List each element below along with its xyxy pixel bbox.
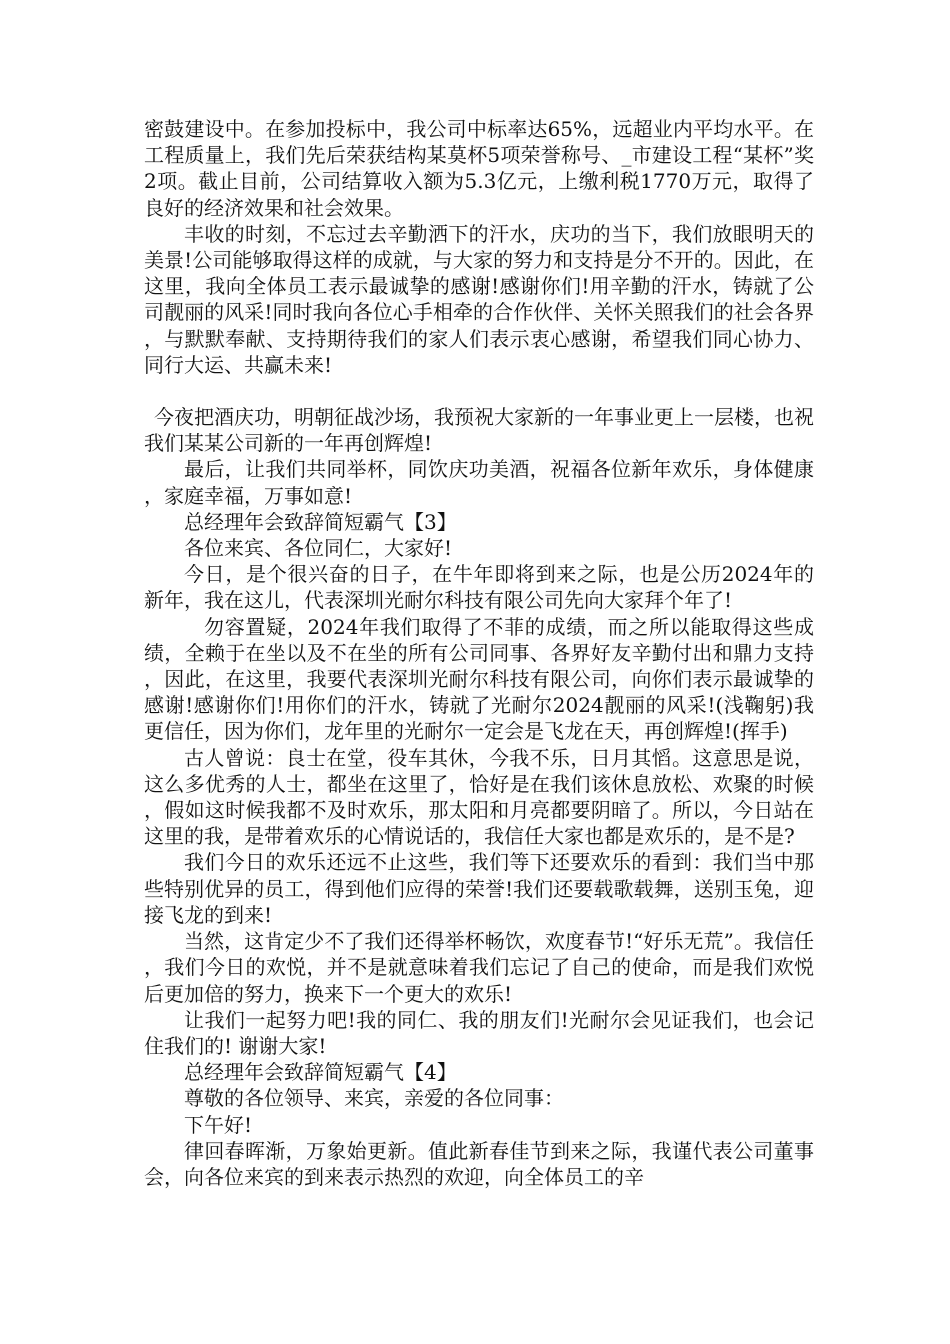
section3-paragraph-joy: 我们今日的欢乐还远不止这些，我们等下还要欢乐的看到：我们当中那些特别优异的员工，得到他们应得的荣誉!我们还要载歌载舞，送别玉兔，迎接飞龙的到来! [144,850,814,927]
section4-paragraph-spring: 律回春晖渐，万象始更新。值此新春佳节到来之际，我谨代表公司董事会，向各位来宾的到来表示热烈的欢迎，向全体员工的辛 [144,1138,814,1189]
paragraph-results: 密鼓建设中。在参加投标中，我公司中标率达65%，远超业内平均水平。在工程质量上，我们先后荣获结构某莫杯5项荣誉称号、_市建设工程“某杯”奖2项。截止目前，公司结算收入额为5.3亿元，上缴利税1770万元，取得了良好的经济效果和社会效果。 [144,117,814,220]
blank-line [144,378,814,404]
section4-greeting: 下午好! [184,1112,253,1137]
section-heading-4: 总经理年会致辞简短霸气【4】 [184,1060,457,1085]
section3-paragraph-celebrate: 当然，这肯定少不了我们还得举杯畅饮，欢度春节!“好乐无荒”。我信任，我们今日的欢悦，并不是就意味着我们忘记了自己的使命，而是我们欢悦后更加倍的努力，换来下一个更大的欢乐! [144,929,814,1006]
section-heading-3: 总经理年会致辞简短霸气【3】 [184,509,457,534]
section3-greeting: 各位来宾、各位同仁，大家好! [184,536,453,561]
paragraph-thanks: 丰收的时刻，不忘过去辛勤洒下的汗水，庆功的当下，我们放眼明天的美景!公司能够取得这样的成就，与大家的努力和支持是分不开的。因此，在这里，我向全体员工表示最诚挚的感谢!感谢你们!用辛勤的汗水，铸就了公司靓丽的风采!同时我向各位心手相牵的合作伙伴、关怀关照我们的社会各界，与默默奉献、支持期待我们的家人们表示衷心感谢，希望我们同心协力、同行大运、共赢未来! [144,221,814,377]
section3-paragraph-achievements: 勿容置疑，2024年我们取得了不菲的成绩，而之所以能取得这些成绩，全赖于在坐以及不在坐的所有公司同事、各界好友辛勤付出和鼎力支持，因此，在这里，我要代表深圳光耐尔科技有限公司，向你们表示最诚挚的感谢!感谢你们!用你们的汗水，铸就了光耐尔2024靓丽的风采!(浅鞠躬)我更信任，因为你们，龙年里的光耐尔一定会是飞龙在天，再创辉煌!(挥手) [144,614,814,744]
section3-paragraph-together: 让我们一起努力吧!我的同仁、我的朋友们!光耐尔会见证我们，也会记住我们的! 谢谢大家! [144,1007,814,1058]
document-body [144,116,814,1190]
section3-paragraph-ancients: 古人曾说：良士在堂，役车其休，今我不乐，日月其慆。这意思是说，这么多优秀的人士，都坐在这里了，恰好是在我们该休息放松、欢聚的时候，假如这时候我都不及时欢乐，那太阳和月亮都要阴暗了。所以，今日站在这里的我，是带着欢乐的心情说话的，我信任大家也都是欢乐的，是不是? [144,745,814,849]
section3-paragraph-new-year: 今日，是个很兴奋的日子，在牛年即将到来之际，也是公历2024年的新年，我在这儿，代表深圳光耐尔科技有限公司先向大家拜个年了! [144,562,814,613]
paragraph-toast: 今夜把酒庆功，明朝征战沙场，我预祝大家新的一年事业更上一层楼，也祝我们某某公司新的一年再创辉煌! [144,405,814,456]
section4-salutation: 尊敬的各位领导、来宾，亲爱的各位同事： [184,1086,564,1111]
paragraph-closing: 最后，让我们共同举杯，同饮庆功美酒，祝福各位新年欢乐，身体健康，家庭幸福，万事如意! [144,457,814,508]
